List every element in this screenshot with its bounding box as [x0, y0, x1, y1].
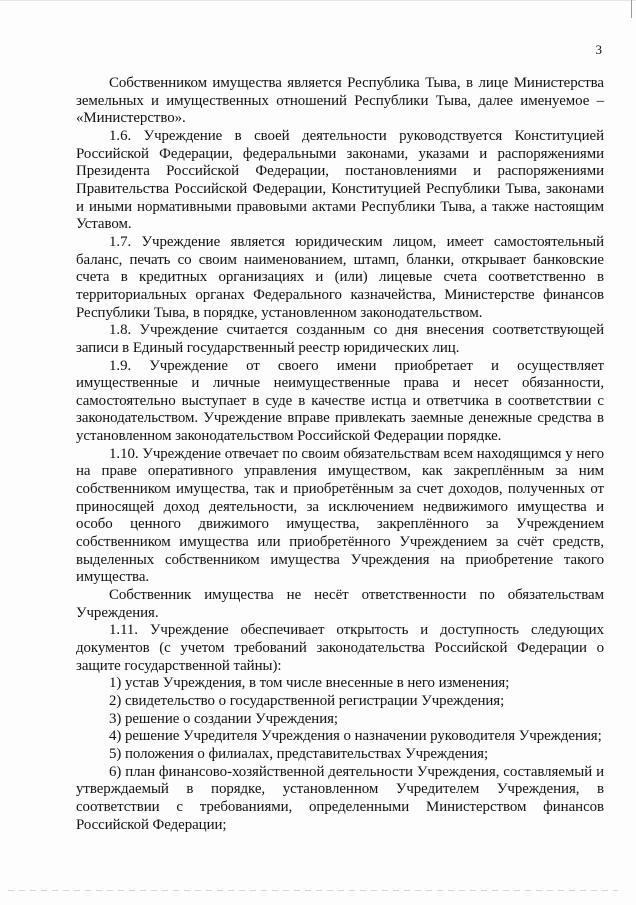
list-item-6: 6) план финансово-хозяйственной деятельности Учреждения, составляемый и утверждаемый в порядке, установленном Учредителем Учреждения, в соответствии с требованиями, определенными Министерством финансов Российской Федерации; — [76, 763, 604, 833]
scan-edge-mark — [631, 0, 632, 18]
paragraph-owner: Собственником имущества является Республика Тыва, в лице Министерства земельных и имущественных отношений Республики Тыва, далее именуемое – «Министерство». — [76, 75, 604, 127]
paragraph-1-7: 1.7. Учреждение является юридическим лицом, имеет самостоятельный баланс, печать со своим наименованием, штамп, бланки, открывает банковские счета в кредитных организациях и (или) лицевые счета соответственно в территориальных органах Федерального казначейства, Министерстве финансов Республики Тыва, в порядке, установленном законодательством. — [76, 233, 604, 321]
scan-edge-bottom — [8, 890, 618, 891]
paragraph-owner-liability: Собственник имущества не несёт ответственности по обязательствам Учреждения. — [76, 587, 604, 621]
list-item-5: 5) положения о филиалах, представительствах Учреждения; — [109, 745, 489, 762]
list-item-3: 3) решение о создании Учреждения; — [109, 710, 339, 727]
paragraph-1-6: 1.6. Учреждение в своей деятельности руководствуется Конституцией Российской Федерации, федеральными законами, указами и распоряжениями Президента Российской Федерации, постановлениями и распоряжениями Правительства Российской Федерации, Конституцией Республики Тыва, законами и иными нормативными правовыми актами Республики Тыва, а также настоящим Уставом. — [76, 127, 604, 233]
paragraph-1-11: 1.11. Учреждение обеспечивает открытость и доступность следующих документов (с учетом требований законодательства Российской Федерации о защите государственной тайны): — [76, 622, 604, 674]
paragraph-1-8: 1.8. Учреждение считается созданным со дня внесения соответствующей записи в Единый государственный реестр юридических лиц. — [76, 322, 604, 356]
paragraph-1-9: 1.9. Учреждение от своего имени приобретает и осуществляет имущественные и личные неимущественные права и несет обязанности, самостоятельно выступает в суде в качестве истца и ответчика в соответствии с законодательством. Учреждение вправе привлекать заемные денежные средства в установленном законодательством Российской Федерации порядке. — [76, 357, 604, 445]
document-body — [76, 75, 604, 834]
list-item-2: 2) свидетельство о государственной регистрации Учреждения; — [109, 692, 505, 709]
list-item-4: 4) решение Учредителя Учреждения о назначении руководителя Учреждения; — [109, 728, 602, 745]
list-item-1: 1) устав Учреждения, в том числе внесенные в него изменения; — [109, 675, 510, 692]
paragraph-1-10: 1.10. Учреждение отвечает по своим обязательствам всем находящимся у него на праве оперативного управления имуществом, как закреплённым за ним собственником имущества, так и приобретённым за счет доходов, полученных от приносящей доход деятельности, за исключением недвижимого имущества и особо ценного движимого имущества, закреплённого за Учреждением собственником имущества или приобретённого Учреждением за счёт средств, выделенных собственником имущества Учреждения на приобретение такого имущества. — [76, 445, 604, 586]
page-number: 3 — [595, 42, 602, 57]
scan-edge-top — [0, 0, 636, 1]
